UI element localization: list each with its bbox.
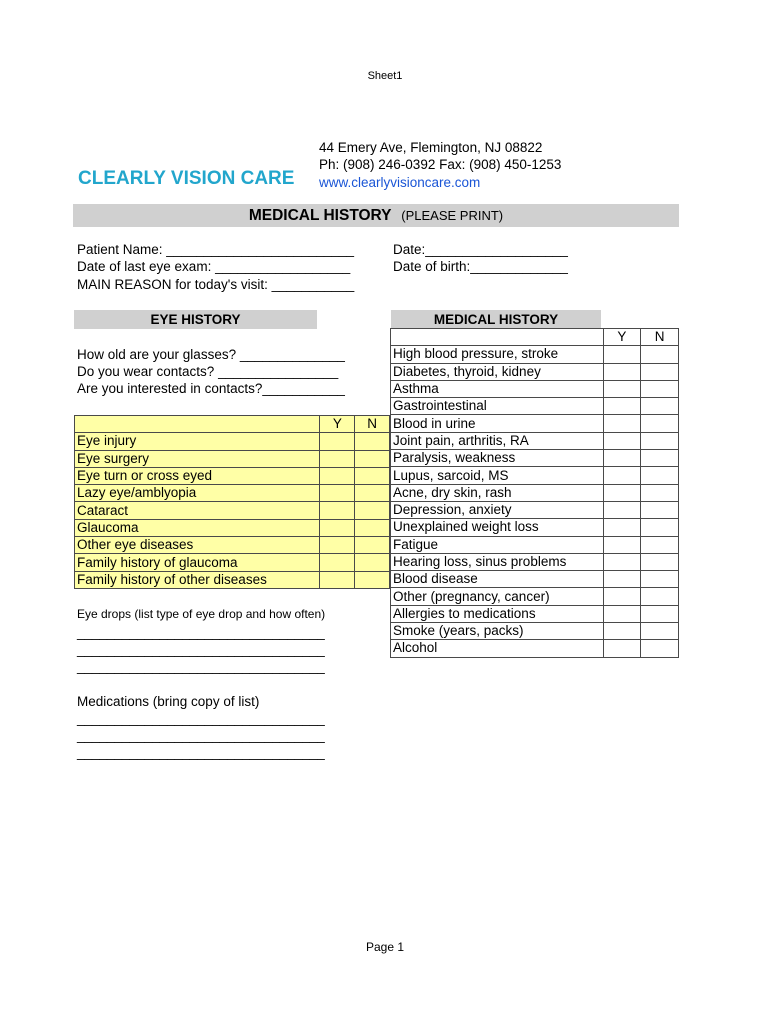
no-checkbox[interactable]	[641, 536, 679, 553]
yes-checkbox[interactable]	[320, 554, 355, 571]
dob-field[interactable]: Date of birth:_____________	[393, 259, 568, 274]
eye-drops-line-3[interactable]: _________________________________	[77, 659, 325, 674]
table-cell	[75, 416, 320, 433]
no-checkbox[interactable]	[641, 623, 679, 640]
table-row	[391, 501, 679, 518]
no-column-header: N	[355, 416, 390, 433]
table-cell	[391, 329, 604, 346]
table-row	[75, 502, 390, 519]
eye-drops-line-2[interactable]: _________________________________	[77, 642, 325, 657]
table-row	[75, 450, 390, 467]
row-label: Other (pregnancy, cancer)	[391, 588, 604, 605]
yes-checkbox[interactable]	[320, 537, 355, 554]
yes-checkbox[interactable]	[603, 588, 641, 605]
yes-checkbox[interactable]	[603, 484, 641, 501]
eye-history-table	[74, 415, 390, 589]
medical-history-table	[390, 328, 679, 658]
yes-checkbox[interactable]	[320, 571, 355, 588]
row-label: Joint pain, arthritis, RA	[391, 432, 604, 449]
row-label: Glaucoma	[75, 519, 320, 536]
table-row	[391, 346, 679, 363]
row-label: Family history of glaucoma	[75, 554, 320, 571]
row-label: Smoke (years, packs)	[391, 623, 604, 640]
no-checkbox[interactable]	[641, 398, 679, 415]
no-checkbox[interactable]	[641, 432, 679, 449]
table-row	[391, 432, 679, 449]
row-label: Blood disease	[391, 571, 604, 588]
table-row	[391, 519, 679, 536]
row-label: Blood in urine	[391, 415, 604, 432]
no-checkbox[interactable]	[641, 640, 679, 657]
row-label: Diabetes, thyroid, kidney	[391, 363, 604, 380]
row-label: Gastrointestinal	[391, 398, 604, 415]
row-label: High blood pressure, stroke	[391, 346, 604, 363]
yes-checkbox[interactable]	[603, 346, 641, 363]
table-row	[391, 553, 679, 570]
table-row	[391, 380, 679, 397]
table-row	[391, 588, 679, 605]
no-checkbox[interactable]	[641, 346, 679, 363]
yes-checkbox[interactable]	[603, 605, 641, 622]
table-row	[391, 484, 679, 501]
yes-checkbox[interactable]	[603, 623, 641, 640]
table-row	[391, 363, 679, 380]
contacts-field[interactable]: Do you wear contacts? ________________	[77, 364, 339, 379]
yes-checkbox[interactable]	[603, 553, 641, 570]
no-checkbox[interactable]	[641, 450, 679, 467]
medications-line-3[interactable]: _________________________________	[77, 745, 325, 760]
row-label: Fatigue	[391, 536, 604, 553]
yes-column-header: Y	[603, 329, 641, 346]
last-exam-field[interactable]: Date of last eye exam: __________________	[77, 259, 351, 274]
table-row	[391, 571, 679, 588]
yes-checkbox[interactable]	[320, 519, 355, 536]
yes-checkbox[interactable]	[320, 450, 355, 467]
contacts-interest-field[interactable]: Are you interested in contacts?___________	[77, 381, 345, 396]
table-row	[391, 467, 679, 484]
no-checkbox[interactable]	[641, 519, 679, 536]
yes-checkbox[interactable]	[603, 363, 641, 380]
no-checkbox[interactable]	[355, 467, 390, 484]
yes-checkbox[interactable]	[603, 467, 641, 484]
table-row	[391, 450, 679, 467]
row-label: Family history of other diseases	[75, 571, 320, 588]
medications-line-1[interactable]: _________________________________	[77, 711, 325, 726]
no-checkbox[interactable]	[355, 554, 390, 571]
no-checkbox[interactable]	[355, 537, 390, 554]
medications-label: Medications (bring copy of list)	[77, 694, 260, 709]
no-checkbox[interactable]	[355, 485, 390, 502]
yes-checkbox[interactable]	[603, 640, 641, 657]
form-subtitle: (PLEASE PRINT)	[401, 208, 504, 223]
eye-drops-label: Eye drops (list type of eye drop and how often)	[77, 607, 326, 621]
yes-checkbox[interactable]	[320, 502, 355, 519]
row-label: Eye turn or cross eyed	[75, 467, 320, 484]
address-line-1: 44 Emery Ave, Flemington, NJ 08822	[319, 140, 543, 155]
yes-checkbox[interactable]	[603, 415, 641, 432]
row-label: Paralysis, weakness	[391, 450, 604, 467]
row-label: Lazy eye/amblyopia	[75, 485, 320, 502]
yes-checkbox[interactable]	[320, 467, 355, 484]
yes-checkbox[interactable]	[320, 433, 355, 450]
no-checkbox[interactable]	[641, 415, 679, 432]
no-checkbox[interactable]	[641, 605, 679, 622]
address-line-2: Ph: (908) 246-0392 Fax: (908) 450-1253	[319, 157, 562, 172]
yes-checkbox[interactable]	[603, 380, 641, 397]
row-label: Cataract	[75, 502, 320, 519]
table-row	[391, 415, 679, 432]
eye-drops-line-1[interactable]: _________________________________	[77, 625, 325, 640]
patient-name-field[interactable]: Patient Name: _________________________	[77, 242, 354, 257]
no-checkbox[interactable]	[355, 571, 390, 588]
row-label: Allergies to medications	[391, 605, 604, 622]
medical-history-header: MEDICAL HISTORY	[391, 310, 601, 329]
table-row	[391, 623, 679, 640]
yes-checkbox[interactable]	[603, 432, 641, 449]
table-row	[391, 536, 679, 553]
row-label: Unexplained weight loss	[391, 519, 604, 536]
page-number: Page 1	[365, 940, 405, 954]
table-row	[75, 467, 390, 484]
no-checkbox[interactable]	[641, 553, 679, 570]
no-checkbox[interactable]	[355, 450, 390, 467]
no-checkbox[interactable]	[641, 484, 679, 501]
eye-history-header: EYE HISTORY	[74, 310, 317, 329]
table-row	[75, 554, 390, 571]
row-label: Alcohol	[391, 640, 604, 657]
table-row	[391, 640, 679, 657]
yes-checkbox[interactable]	[603, 450, 641, 467]
table-header-row	[391, 329, 679, 346]
row-label: Acne, dry skin, rash	[391, 484, 604, 501]
glasses-age-field[interactable]: How old are your glasses? ______________	[77, 347, 345, 362]
yes-checkbox[interactable]	[603, 571, 641, 588]
no-checkbox[interactable]	[355, 502, 390, 519]
no-checkbox[interactable]	[641, 467, 679, 484]
date-field[interactable]: Date:___________________	[393, 242, 568, 257]
form-title-bar	[73, 204, 679, 227]
no-checkbox[interactable]	[641, 501, 679, 518]
row-label: Eye injury	[75, 433, 320, 450]
no-checkbox[interactable]	[641, 571, 679, 588]
no-checkbox[interactable]	[355, 433, 390, 450]
row-label: Eye surgery	[75, 450, 320, 467]
yes-checkbox[interactable]	[603, 501, 641, 518]
table-row	[75, 571, 390, 588]
row-label: Asthma	[391, 380, 604, 397]
row-label: Hearing loss, sinus problems	[391, 553, 604, 570]
yes-checkbox[interactable]	[603, 519, 641, 536]
table-row	[75, 485, 390, 502]
yes-checkbox[interactable]	[603, 536, 641, 553]
table-header-row	[75, 416, 390, 433]
table-row	[391, 398, 679, 415]
table-row	[75, 519, 390, 536]
no-checkbox[interactable]	[355, 519, 390, 536]
website-link[interactable]: www.clearlyvisioncare.com	[319, 175, 481, 190]
sheet-title: Sheet1	[367, 70, 403, 82]
table-row	[75, 433, 390, 450]
brand-logo-text: CLEARLY VISION CARE	[78, 168, 295, 189]
table-row	[75, 537, 390, 554]
yes-column-header: Y	[320, 416, 355, 433]
yes-checkbox[interactable]	[320, 485, 355, 502]
medications-line-2[interactable]: _________________________________	[77, 728, 325, 743]
yes-checkbox[interactable]	[603, 398, 641, 415]
no-checkbox[interactable]	[641, 588, 679, 605]
no-column-header: N	[641, 329, 679, 346]
form-title: MEDICAL HISTORY	[248, 207, 392, 224]
row-label: Other eye diseases	[75, 537, 320, 554]
row-label: Lupus, sarcoid, MS	[391, 467, 604, 484]
no-checkbox[interactable]	[641, 380, 679, 397]
row-label: Depression, anxiety	[391, 501, 604, 518]
no-checkbox[interactable]	[641, 363, 679, 380]
main-reason-field[interactable]: MAIN REASON for today's visit: ___________	[77, 277, 355, 292]
table-row	[391, 605, 679, 622]
